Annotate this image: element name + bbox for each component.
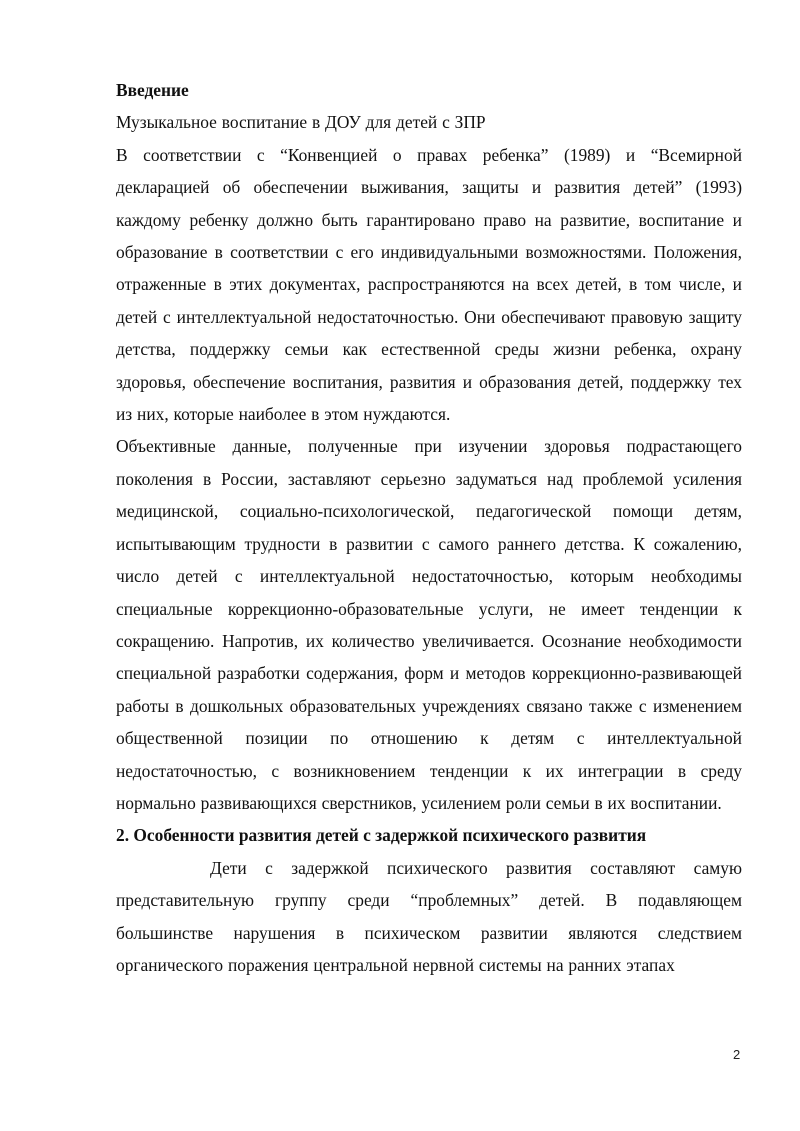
intro-heading: Введение [116, 80, 189, 100]
paragraph-objective-data: Объективные данные, полученные при изучении здоровья подрастающего поколения в России, заставляют серьезно задуматься над проблемой усиления медицинской, социально-психологической, педагогической помощи детям, испытывающим трудности в развитии с самого раннего детства. К сожалению, число детей с интеллектуальной недостаточностью, которым необходимы специальные коррекционно-образовательные услуги, не имеет тенденции к сокращению. Напротив, их количество увеличивается. Осознание необходимости специальной разработки содержания, форм и методов коррекционно-развивающей работы в дошкольных образовательных учреждениях связано также с изменением общественной позиции по отношению к детям с интеллектуальной недостаточностью, с возникновением тенденции к их интеграции в среду нормально развивающихся сверстников, усилением роли семьи в их воспитании. [116, 436, 742, 813]
page-content [116, 74, 742, 981]
page-number: 2 [733, 1047, 741, 1062]
paragraph-conventions: В соответствии с “Конвенцией о правах ребенка” (1989) и “Всемирной декларацией об обеспечении выживания, защиты и развития детей” (1993) каждому ребенку должно быть гарантировано право на развитие, воспитание и образование в соответствии с его индивидуальными возможностями. Положения, отраженные в этих документах, распространяются на всех детей, в том числе, и детей с интеллектуальной недостаточностью. Они обеспечивают правовую защиту детства, поддержку семьи как естественной среды жизни ребенка, охрану здоровья, обеспечение воспитания, развития и образования детей, поддержку тех из них, которые наиболее в этом нуждаются. [116, 144, 742, 425]
section-2-heading: 2. Особенности развития детей с задержкой психического развития [116, 825, 647, 846]
intro-subtitle: Музыкальное воспитание в ДОУ для детей с ЗПР [116, 112, 486, 133]
section-2-paragraph: Дети с задержкой психического развития составляют самую представительную группу среди “проблемных” детей. В подавляющем большинстве нарушения в психическом развитии являются следствием органического поражения центральной нервной системы на ранних этапах [116, 857, 742, 975]
